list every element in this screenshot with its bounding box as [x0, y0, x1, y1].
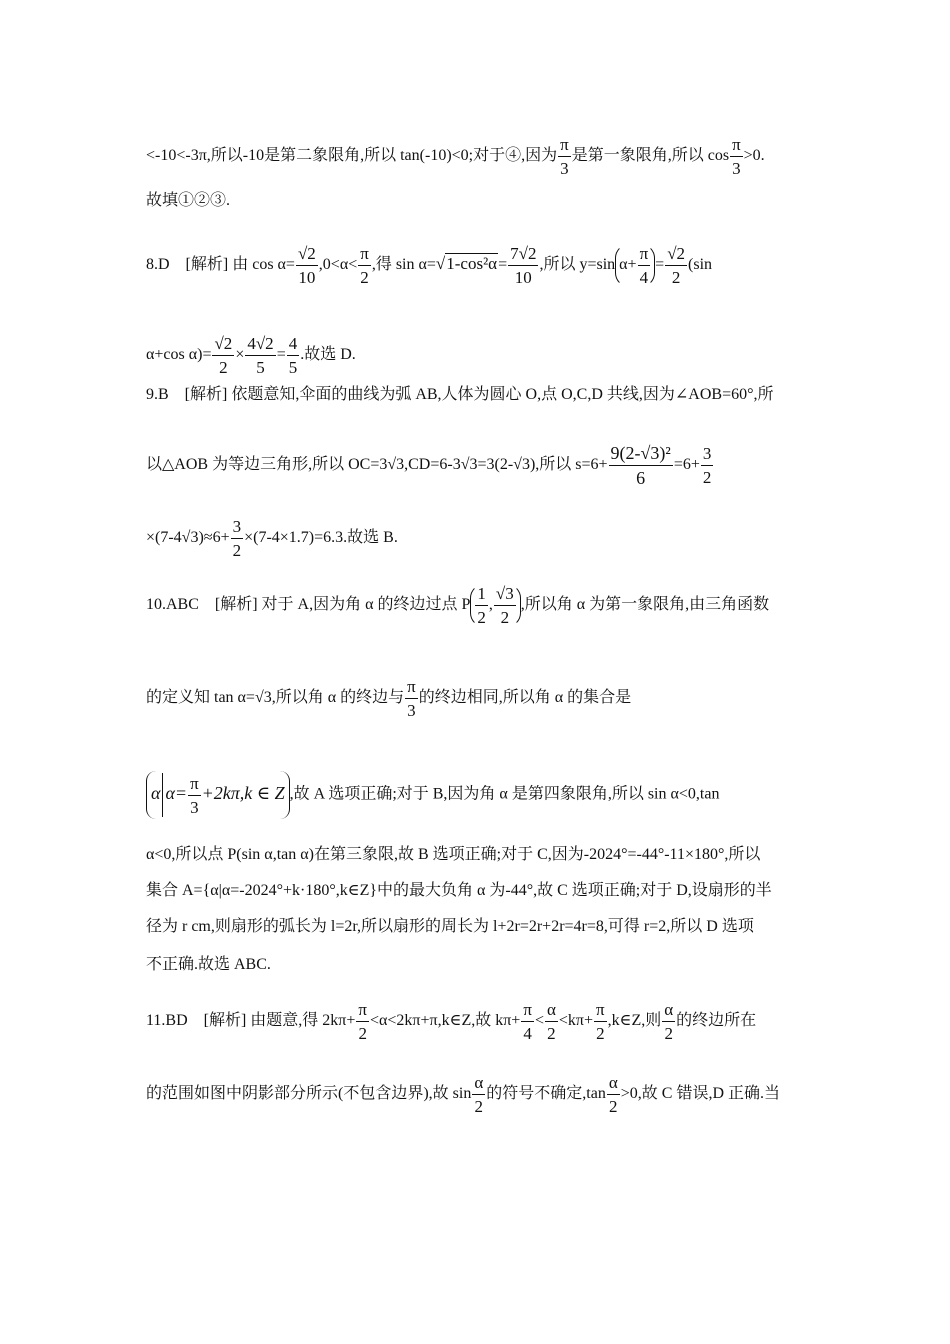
text-run: >0.	[743, 147, 765, 165]
fraction	[545, 1001, 558, 1042]
text-line-7	[146, 518, 398, 559]
text-line-3	[146, 244, 712, 287]
text-run: ×(7-4√3)≈6+	[146, 529, 230, 547]
radicand: 1-cos²α	[446, 254, 498, 274]
fraction	[508, 245, 538, 286]
fraction	[521, 1001, 534, 1042]
text-run: (sin	[688, 256, 713, 274]
set-bar	[162, 773, 163, 817]
fraction-numerator: 4	[287, 335, 300, 356]
fraction-numerator: α	[545, 1001, 558, 1022]
text-run: 的定义知 tan α=√3,所以角 α 的终边与	[146, 689, 405, 707]
text-run: =6+	[673, 456, 700, 474]
text-run: ,故 A 选项正确;对于 B,因为角 α 是第四象限角,所以 sin α<0,tan	[289, 785, 720, 803]
fraction-numerator: √2	[296, 245, 318, 266]
fraction	[231, 518, 244, 559]
text-run: 的终边相同,所以角 α 的集合是	[418, 689, 632, 707]
fraction-numerator: α	[607, 1074, 620, 1095]
fraction-denominator: 2	[702, 468, 712, 487]
text-run: ,	[488, 596, 493, 614]
fraction-numerator: 3	[701, 445, 714, 466]
fraction-denominator: 3	[560, 159, 569, 178]
text-run: =	[498, 256, 508, 274]
fraction-denominator: 2	[358, 1024, 367, 1043]
text-line-6	[146, 444, 714, 487]
text-run: α=	[165, 783, 188, 804]
text-line-2: 故填①②③.	[146, 192, 231, 209]
fraction-denominator: 3	[407, 701, 416, 720]
fraction	[730, 136, 743, 177]
fraction	[405, 678, 418, 719]
fraction-numerator: 3	[231, 518, 244, 539]
fraction-numerator: α	[472, 1074, 485, 1095]
text-run: <α<2kπ+π,k∈Z,故 kπ+	[370, 1012, 521, 1030]
fraction-denominator: 4	[523, 1024, 532, 1043]
fraction	[607, 1074, 620, 1115]
text-line-15	[146, 1001, 756, 1042]
text-run: ,0<α<	[318, 256, 358, 274]
point-coordinates	[470, 584, 520, 627]
fraction-numerator: π	[730, 136, 743, 157]
fraction	[665, 245, 687, 286]
fraction-numerator: π	[356, 1001, 369, 1022]
fraction-denominator: 2	[474, 1097, 484, 1116]
fraction	[287, 335, 300, 376]
text-run: +2kπ,k ∈ Z	[201, 783, 285, 804]
text-run: 11.BD [解析] 由题意,得 2kπ+	[146, 1012, 356, 1030]
fraction	[638, 245, 651, 286]
fraction-denominator: 3	[732, 159, 741, 178]
fraction	[701, 445, 714, 486]
fraction-numerator: π	[405, 678, 418, 699]
text-line-9	[146, 678, 631, 719]
fraction-denominator: 2	[547, 1024, 556, 1043]
fraction-numerator: 9(2-√3)²	[609, 444, 673, 466]
text-run: ,k∈Z,则	[607, 1012, 662, 1030]
fraction-denominator: 6	[636, 468, 646, 488]
text-run: 8.D [解析] 由 cos α=	[146, 256, 295, 274]
text-run: =	[276, 346, 286, 364]
fraction	[245, 335, 275, 376]
fraction-numerator: √2	[212, 335, 234, 356]
text-run: 10.ABC [解析] 对于 A,因为角 α 的终边过点 P	[146, 596, 471, 614]
fraction-denominator: 4	[639, 268, 649, 287]
fraction	[356, 1001, 369, 1042]
fraction-numerator: π	[558, 136, 571, 157]
set-notation	[146, 771, 290, 819]
text-run: ×(7-4×1.7)=6.3.故选 B.	[244, 529, 398, 547]
fraction	[558, 136, 571, 177]
fraction-numerator: π	[358, 245, 371, 266]
fraction	[662, 1001, 675, 1042]
fraction	[472, 1074, 485, 1115]
fraction-numerator: 7√2	[508, 245, 538, 266]
fraction-denominator: 2	[360, 268, 369, 287]
fraction-denominator: 2	[596, 1024, 605, 1043]
fraction-denominator: 2	[500, 608, 510, 627]
text-line-12: 集合 A={α|α=-2024°+k·180°,k∈Z}中的最大负角 α 为-44°,故 C 选项正确;对于 D,设扇形的半	[146, 882, 772, 899]
text-line-1	[146, 136, 765, 177]
fraction-denominator: 5	[256, 358, 265, 377]
set-variable: α	[151, 783, 161, 804]
square-root: √1-cos²α	[435, 254, 498, 274]
fraction-denominator: 2	[232, 541, 242, 560]
fraction-numerator: √2	[665, 245, 687, 266]
parenthesized-expression	[615, 244, 655, 287]
fraction-denominator: 10	[514, 268, 532, 287]
fraction-denominator: 10	[298, 268, 316, 287]
fraction	[609, 444, 673, 487]
fraction-numerator: π	[594, 1001, 607, 1022]
fraction-denominator: 2	[477, 608, 486, 627]
fraction-numerator: π	[521, 1001, 534, 1022]
text-line-8	[146, 584, 769, 627]
text-line-13: 径为 r cm,则扇形的弧长为 l=2r,所以扇形的周长为 l+2r=2r+2r=4r=8,可得 r=2,所以 D 选项	[146, 918, 754, 935]
fraction-denominator: 5	[288, 358, 298, 377]
fraction	[212, 335, 234, 376]
fraction	[494, 585, 516, 626]
fraction	[188, 775, 201, 816]
fraction-denominator: 2	[671, 268, 681, 287]
text-run: 的范围如图中阴影部分所示(不包含边界),故 sin	[146, 1085, 472, 1103]
text-run: .故选 D.	[300, 346, 356, 364]
text-line-4	[146, 335, 356, 376]
fraction-numerator: π	[638, 245, 651, 266]
text-run: α+cos α)=	[146, 346, 212, 364]
text-run: =	[655, 256, 665, 274]
text-run: <-10<-3π,所以-10是第二象限角,所以 tan(-10)<0;对于④,因为	[146, 147, 558, 165]
text-run: >0,故 C 错误,D 正确.当	[620, 1085, 781, 1103]
fraction-denominator: 3	[190, 797, 199, 817]
text-run: 以△AOB 为等边三角形,所以 OC=3√3,CD=6-3√3=3(2-√3),所以 s=6+	[146, 456, 608, 474]
fraction-denominator: 2	[609, 1097, 618, 1116]
text-run: 是第一象限角,所以 cos	[571, 147, 730, 165]
text-run: 的符号不确定,tan	[486, 1085, 606, 1103]
fraction	[358, 245, 371, 286]
text-line-16	[146, 1074, 780, 1115]
fraction-numerator: π	[188, 775, 201, 796]
text-line-5: 9.B [解析] 依题意知,伞面的曲线为弧 AB,人体为圆心 O,点 O,C,D 共线,因为∠AOB=60°,所	[146, 386, 774, 403]
fraction-denominator: 2	[664, 1024, 673, 1043]
fraction	[296, 245, 318, 286]
text-run: ,所以 y=sin	[539, 256, 616, 274]
text-run: 的终边所在	[676, 1012, 757, 1030]
text-run: ,得 sin α=	[371, 256, 436, 274]
fraction	[475, 585, 488, 626]
text-run: ,所以角 α 为第一象限角,由三角函数	[520, 596, 770, 614]
text-line-10	[146, 771, 719, 819]
fraction-numerator: 4√2	[245, 335, 275, 356]
fraction-numerator: 1	[475, 585, 488, 606]
fraction-numerator: √3	[494, 585, 516, 606]
fraction-numerator: α	[662, 1001, 675, 1022]
text-line-14: 不正确.故选 ABC.	[146, 956, 271, 973]
fraction	[594, 1001, 607, 1042]
text-run: <kπ+	[558, 1012, 594, 1030]
fraction-denominator: 2	[219, 358, 228, 377]
text-line-11: α<0,所以点 P(sin α,tan α)在第三象限,故 B 选项正确;对于 C,因为-2024°=-44°-11×180°,所以	[146, 846, 761, 863]
text-run: <	[534, 1012, 544, 1030]
text-run: ×	[235, 346, 245, 364]
text-run: α+	[619, 256, 637, 274]
